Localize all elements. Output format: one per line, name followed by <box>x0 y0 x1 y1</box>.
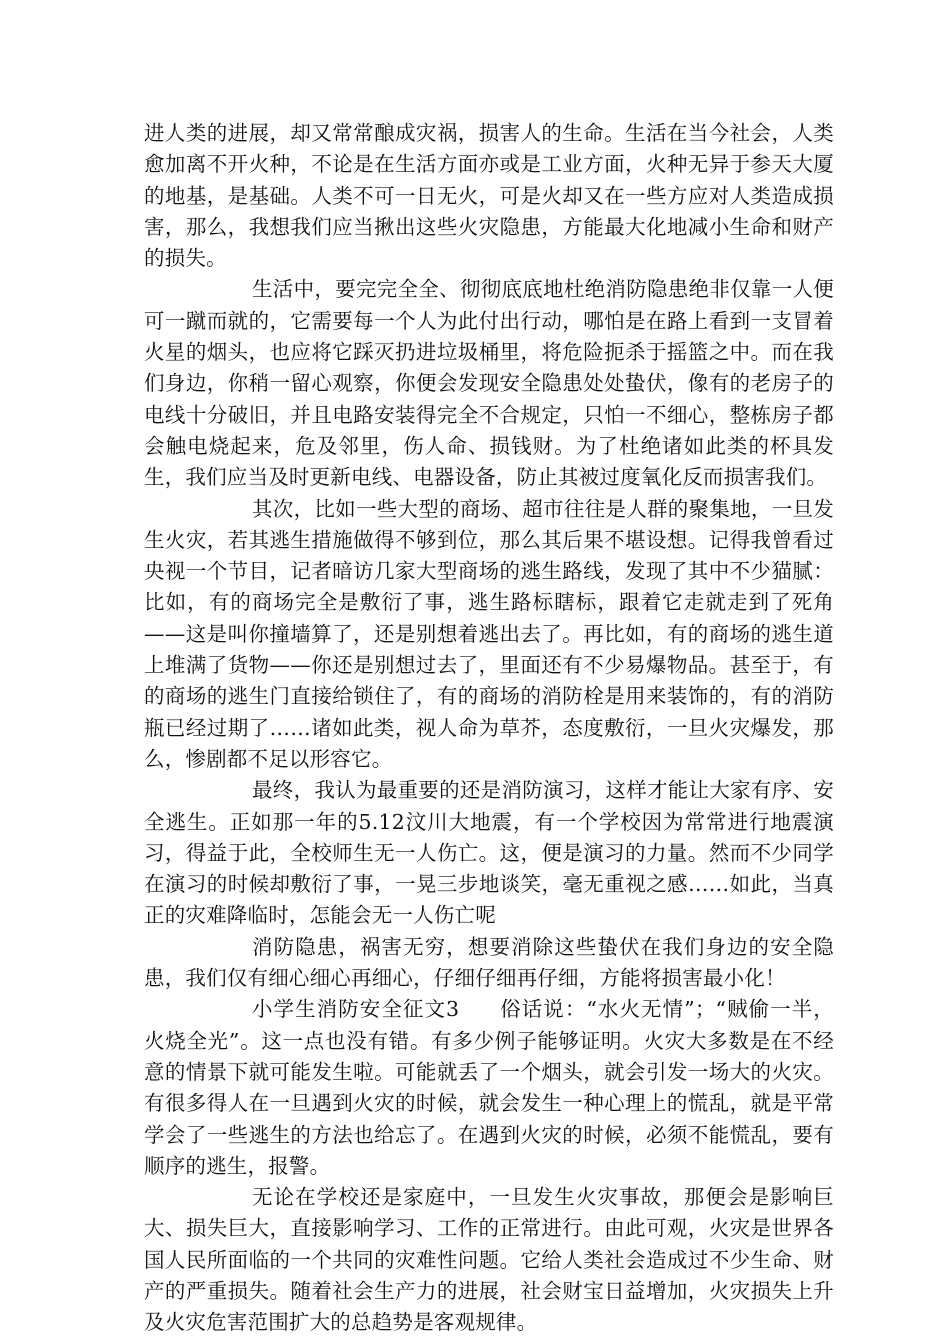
paragraph-3: 其次，比如一些大型的商场、超市往往是人群的聚集地，一旦发生火灾，若其逃生措施做得不够到位，那么其后果不堪设想。记得我曾看过央视一个节目，记者暗访几家大型商场的逃生路线，发现了其中不少猫腻：比如，有的商场完全是敷衍了事，逃生路标瞎标，跟着它走就走到了死角——这是叫你撞墙算了，还是别想着逃出去了。再比如，有的商场的逃生道上堆满了货物——你还是别想过去了，里面还有不少易爆物品。甚至于，有的商场的逃生门直接给锁住了，有的商场的消防栓是用来装饰的，有的消防瓶已经过期了……诸如此类，视人命为草芥，态度敷衍，一旦火灾爆发，那么，惨剧都不足以形容它。 <box>144 496 834 771</box>
section-title: 小学生消防安全征文3 <box>252 997 460 1022</box>
paragraph-7: 无论在学校还是家庭中，一旦发生火灾事故，那便会是影响巨大、损失巨大，直接影响学习、工作的正常进行。由此可观，火灾是世界各国人民所面临的一个共同的灾难性问题。它给人类社会造成过不少生命、财产的严重损失。随着社会生产力的进展，社会财宝日益增加，火灾损失上升及火灾危害范围扩大的总趋势是客观规律。 <box>144 1185 834 1335</box>
paragraph-1: 进人类的进展，却又常常酿成灾祸，损害人的生命。生活在当今社会，人类愈加离不开火种，不论是在生活方面亦或是工业方面，火种无异于参天大厦的地基，是基础。人类不可一日无火，可是火却又在一些方应对人类造成损害，那么，我想我们应当揪出这些火灾隐患，方能最大化地减小生命和财产的损失。 <box>144 121 834 271</box>
paragraph-2: 生活中，要完完全全、彻彻底底地杜绝消防隐患绝非仅靠一人便可一蹴而就的，它需要每一个人为此付出行动，哪怕是在路上看到一支冒着火星的烟头，也应将它踩灭扔进垃圾桶里，将危险扼杀于摇篮之中。而在我们身边，你稍一留心观察，你便会发现安全隐患处处蛰伏，像有的老房子的电线十分破旧，并且电路安装得完全不合规定，只怕一不细心，整栋房子都会触电烧起来，危及邻里，伤人命、损钱财。为了杜绝诸如此类的杯具发生，我们应当及时更新电线、电器设备，防止其被过度氧化反而损害我们。 <box>144 277 834 490</box>
paragraph-6-body: 俗话说：“水火无情”；“贼偷一半，火烧全光”。这一点也没有错。有多少例子能够证明。火灾大多数是在不经意的情景下就可能发生啦。可能就丢了一个烟头，就会引发一场大的火灾。有很多得人在一旦遇到火灾的时候，就会发生一种心理上的慌乱，就是平常学会了一些逃生的方法也给忘了。在遇到火灾的时候，必须不能慌乱，要有顺序的逃生，报警。 <box>144 997 835 1178</box>
paragraph-4: 最终，我认为最重要的还是消防演习，这样才能让大家有序、安全逃生。正如那一年的5.12汶川大地震，有一个学校因为常常进行地震演习，得益于此，全校师生无一人伤亡。这，便是演习的力量。然而不少同学在演习的时候却敷衍了事，一晃三步地谈笑，毫无重视之感……如此，当真正的灾难降临时，怎能会无一人伤亡呢 <box>144 778 834 928</box>
paragraph-6 <box>144 994 834 1182</box>
paragraph-5: 消防隐患，祸害无穷，想要消除这些蛰伏在我们身边的安全隐患，我们仅有细心细心再细心，仔细仔细再仔细，方能将损害最小化！ <box>144 934 834 991</box>
document-page <box>144 118 834 1339</box>
